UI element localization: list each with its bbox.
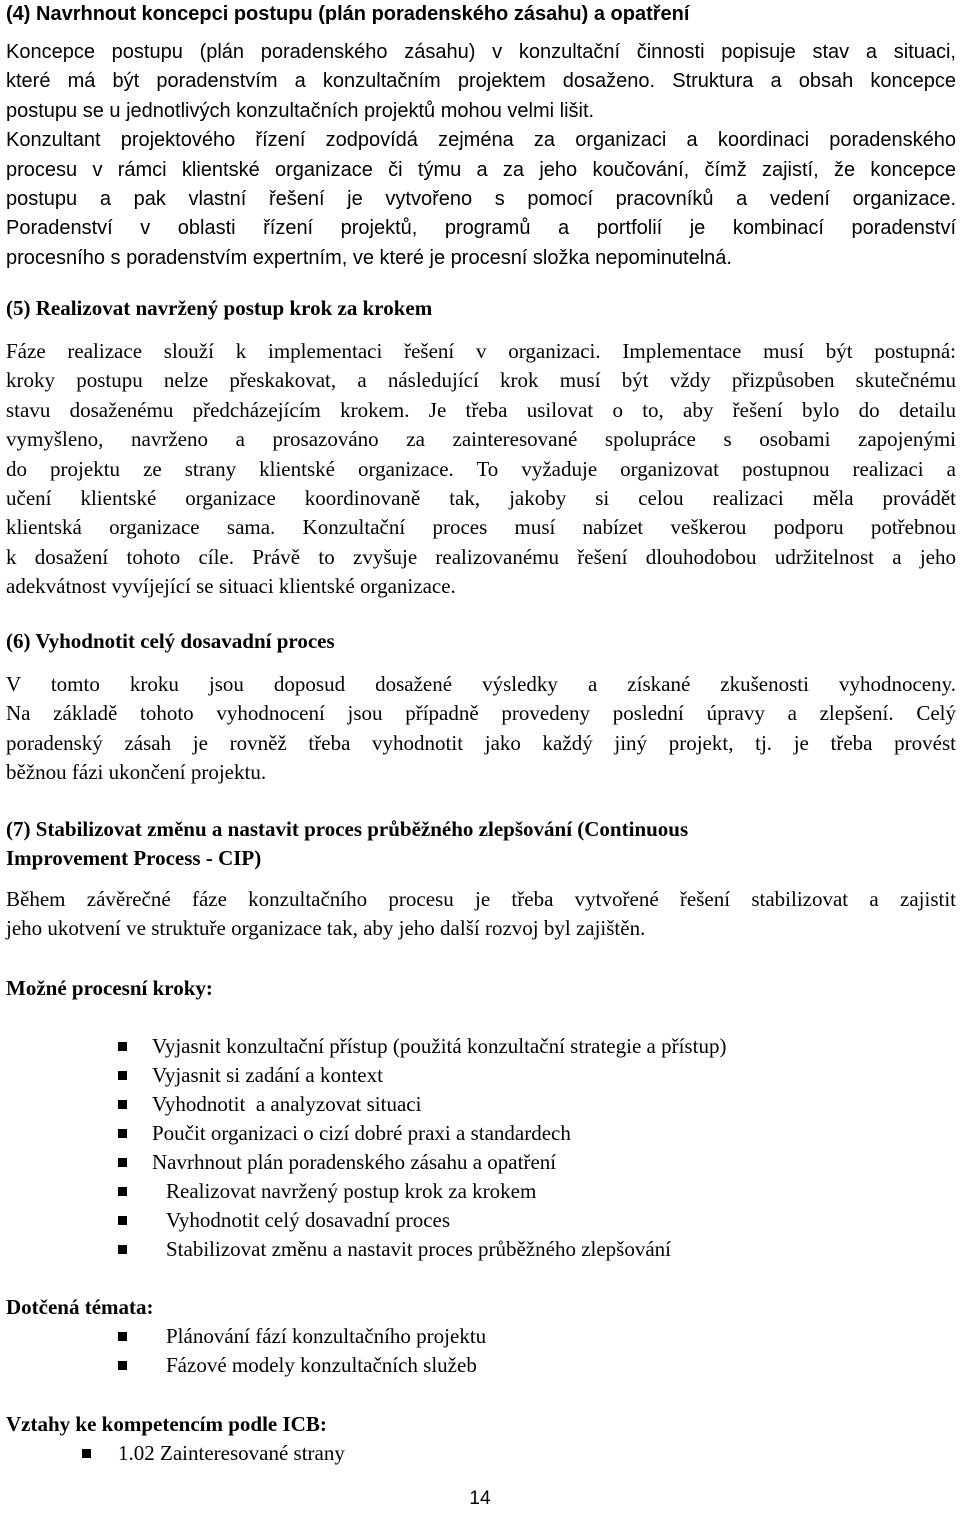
section-7-heading-line: (7) Stabilizovat změnu a nastavit proces průběžného zlepšování (Continuous	[6, 817, 689, 841]
list-item: 1.02 Zainteresované strany	[82, 1439, 345, 1468]
bullet-square-icon	[82, 1449, 91, 1458]
paragraph-line: Konzultant projektového řízení zodpovídá zejména za organizaci a koordinaci poradenského	[6, 129, 956, 152]
paragraph-line: stavu dosaženému předcházejícím krokem. Je třeba usilovat o to, aby řešení bylo do detailu	[6, 397, 956, 422]
steps-section	[6, 974, 956, 1003]
paragraph-line: postupu a pak vlastní řešení je vytvořeno s pomocí pracovníků a vedení organizace.	[6, 187, 956, 210]
topics-list	[118, 1322, 486, 1380]
paragraph-line: klientská organizace sama. Konzultační proces musí nabízet veškerou podporu potřebnou	[6, 515, 956, 540]
section-6	[6, 627, 956, 656]
paragraph-line: Na základě tohoto vyhodnocení jsou případně provedeny poslední úpravy a zlepšení. Celý	[6, 701, 956, 726]
paragraph-line: vymyšleno, navrženo a prosazováno za zainteresované spolupráce s osobami zapojenými	[6, 427, 956, 452]
steps-heading: Možné procesní kroky:	[6, 976, 213, 1000]
bullet-square-icon	[118, 1042, 127, 1051]
bullet-square-icon	[118, 1100, 127, 1109]
topics-heading: Dotčená témata:	[6, 1295, 154, 1319]
paragraph-line: do projektu ze strany klientské organizace. To vyžaduje organizovat postupnou realizaci a	[6, 456, 956, 481]
paragraph-line: jeho ukotvení ve struktuře organizace tak, aby jeho další rozvoj byl zajištěn.	[6, 916, 646, 941]
list-item: Navrhnout plán poradenského zásahu a opatření	[118, 1148, 726, 1177]
bullet-square-icon	[118, 1245, 127, 1254]
paragraph-line: procesního s poradenstvím expertním, ve které je procesní složka nepominutelná.	[6, 246, 732, 269]
topics-section	[6, 1293, 956, 1322]
paragraph-line: Během závěrečné fáze konzultačního procesu je třeba vytvořené řešení stabilizovat a zajistit	[6, 887, 956, 911]
bullet-square-icon	[118, 1129, 127, 1138]
section-4-heading: (4) Navrhnout koncepci postupu (plán poradenského zásahu) a opatření	[6, 3, 690, 25]
list-item: Plánování fází konzultačního projektu	[118, 1322, 486, 1351]
paragraph-line: V tomto kroku jsou doposud dosažené výsledky a získané zkušenosti vyhodnoceny.	[6, 672, 956, 696]
paragraph-line: Poradenství v oblasti řízení projektů, programů a portfolií je kombinací poradenství	[6, 217, 956, 240]
bullet-square-icon	[118, 1361, 127, 1370]
paragraph-line: Koncepce postupu (plán poradenského zásahu) v konzultační činnosti popisuje stav a situaci,	[6, 41, 956, 63]
list-item: Vyjasnit si zadání a kontext	[118, 1061, 726, 1090]
paragraph-line: učení klientské organizace koordinovaně tak, jakoby si celou realizaci měla provádět	[6, 485, 956, 510]
section-5-body	[6, 337, 956, 602]
section-6-heading: (6) Vyhodnotit celý dosavadní proces	[6, 629, 335, 653]
bullet-square-icon	[118, 1071, 127, 1080]
section-7	[6, 815, 956, 874]
list-item: Realizovat navržený postup krok za krokem	[118, 1177, 726, 1206]
icb-section	[6, 1410, 956, 1439]
bullet-square-icon	[118, 1187, 127, 1196]
bullet-square-icon	[118, 1158, 127, 1167]
paragraph-line: kroky postupu nelze přeskakovat, a následující krok musí být vždy přizpůsoben skutečnému	[6, 368, 956, 393]
section-4	[6, 0, 956, 29]
list-item: Poučit organizaci o cizí dobré praxi a standardech	[118, 1119, 726, 1148]
list-item: Vyjasnit konzultační přístup (použitá konzultační strategie a přístup)	[118, 1032, 726, 1061]
paragraph-line: Fáze realizace slouží k implementaci řešení v organizaci. Implementace musí být postupná:	[6, 339, 956, 363]
section-7-body	[6, 885, 956, 944]
section-5	[6, 294, 956, 323]
page-number: 14	[469, 1488, 491, 1509]
section-4-body	[6, 38, 956, 273]
section-5-heading: (5) Realizovat navržený postup krok za krokem	[6, 296, 433, 320]
list-item: Vyhodnotit a analyzovat situaci	[118, 1090, 726, 1119]
paragraph-line: které má být poradenstvím a konzultačním projektem dosaženo. Struktura a obsah koncepce	[6, 70, 956, 93]
icb-list	[82, 1439, 345, 1468]
section-7-heading-line: Improvement Process - CIP)	[6, 846, 262, 871]
paragraph-line: procesu v rámci klientské organizace či týmu a za jeho koučování, čímž zajistí, že koncepce	[6, 158, 956, 181]
list-item: Fázové modely konzultačních služeb	[118, 1351, 486, 1380]
paragraph-line: postupu se u jednotlivých konzultačních projektů mohou velmi lišit.	[6, 99, 595, 122]
paragraph-line: poradenský zásah je rovněž třeba vyhodnotit jako každý jiný projekt, tj. je třeba provést	[6, 730, 956, 755]
icb-heading: Vztahy ke kompetencím podle ICB:	[6, 1412, 327, 1436]
bullet-square-icon	[118, 1332, 127, 1341]
list-item: Stabilizovat změnu a nastavit proces průběžného zlepšování	[118, 1235, 726, 1264]
list-item: Vyhodnotit celý dosavadní proces	[118, 1206, 726, 1235]
bullet-square-icon	[118, 1216, 127, 1225]
steps-list	[118, 1032, 726, 1264]
section-6-body	[6, 670, 956, 788]
paragraph-line: adekvátnost vyvíjející se situaci klientské organizace.	[6, 574, 456, 599]
paragraph-line: k dosažení tohoto cíle. Právě to zvyšuje realizovanému řešení dlouhodobou udržitelnost a jeho	[6, 544, 956, 569]
paragraph-line: běžnou fázi ukončení projektu.	[6, 760, 267, 785]
